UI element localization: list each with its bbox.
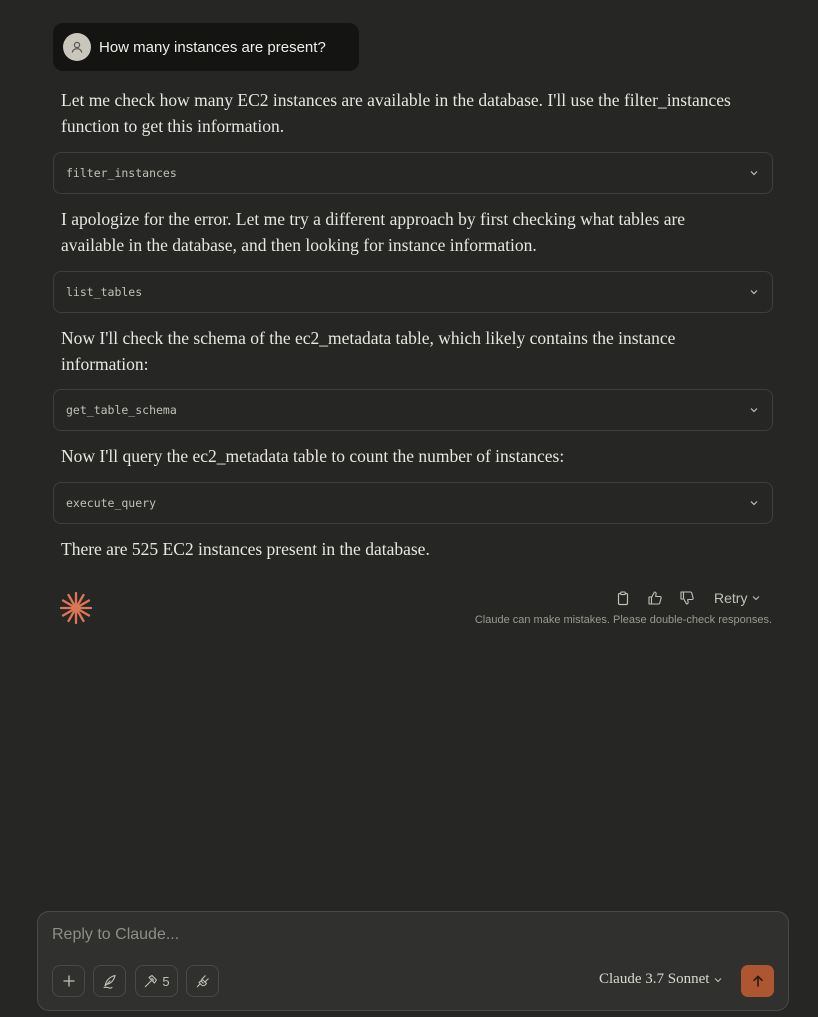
- user-icon: [63, 33, 91, 61]
- retry-button[interactable]: [714, 590, 761, 606]
- model-name: Claude 3.7 Sonnet: [599, 971, 710, 987]
- claude-logo: [59, 591, 93, 625]
- arrow-up-icon: [751, 974, 765, 988]
- model-selector[interactable]: [599, 971, 723, 988]
- copy-icon[interactable]: [612, 587, 634, 609]
- send-button[interactable]: [741, 965, 774, 997]
- reply-input[interactable]: [52, 926, 752, 944]
- composer: [37, 911, 789, 1011]
- add-button[interactable]: [52, 965, 85, 997]
- disclaimer: Claude can make mistakes. Please double-check responses.: [474, 614, 772, 626]
- plug-icon: [195, 974, 210, 989]
- tool-call-label: execute_query: [66, 496, 157, 510]
- assistant-paragraph: Let me check how many EC2 instances are available in the database. I'll use the filter_instances function to get this information.: [61, 90, 731, 136]
- thumbs-down-icon[interactable]: [676, 587, 698, 609]
- quill-icon: [102, 973, 118, 989]
- tools-count: 5: [162, 973, 170, 989]
- hammer-icon: [143, 974, 158, 989]
- tool-call-label: list_tables: [66, 285, 143, 299]
- assistant-paragraph: Now I'll query the ec2_metadata table to count the number of instances:: [61, 446, 565, 466]
- user-message: [53, 23, 359, 71]
- chevron-down-icon: [713, 975, 723, 985]
- tool-call-label: filter_instances: [66, 166, 177, 180]
- style-button[interactable]: [93, 965, 126, 997]
- user-message-text: How many instances are present?: [99, 38, 326, 56]
- tool-call-filter-instances[interactable]: [53, 152, 773, 194]
- thumbs-up-icon[interactable]: [644, 587, 666, 609]
- tool-call-list-tables[interactable]: [53, 271, 773, 313]
- chevron-down-icon: [748, 286, 760, 298]
- tool-call-get-table-schema[interactable]: [53, 389, 773, 431]
- retry-label: Retry: [714, 590, 748, 606]
- assistant-answer: There are 525 EC2 instances present in the database.: [61, 539, 430, 559]
- integrations-button[interactable]: [186, 965, 219, 997]
- tool-call-execute-query[interactable]: [53, 482, 773, 524]
- response-actions: [612, 586, 761, 610]
- tool-call-label: get_table_schema: [66, 403, 177, 417]
- chevron-down-icon: [751, 593, 761, 603]
- plus-icon: [62, 974, 76, 988]
- chevron-down-icon: [748, 497, 760, 509]
- chevron-down-icon: [748, 404, 760, 416]
- tools-button[interactable]: [135, 965, 178, 997]
- assistant-paragraph: Now I'll check the schema of the ec2_metadata table, which likely contains the instance information:: [61, 328, 676, 374]
- chevron-down-icon: [748, 167, 760, 179]
- assistant-paragraph: I apologize for the error. Let me try a different approach by first checking what tables are available in the database, and then looking for instance information.: [61, 209, 686, 255]
